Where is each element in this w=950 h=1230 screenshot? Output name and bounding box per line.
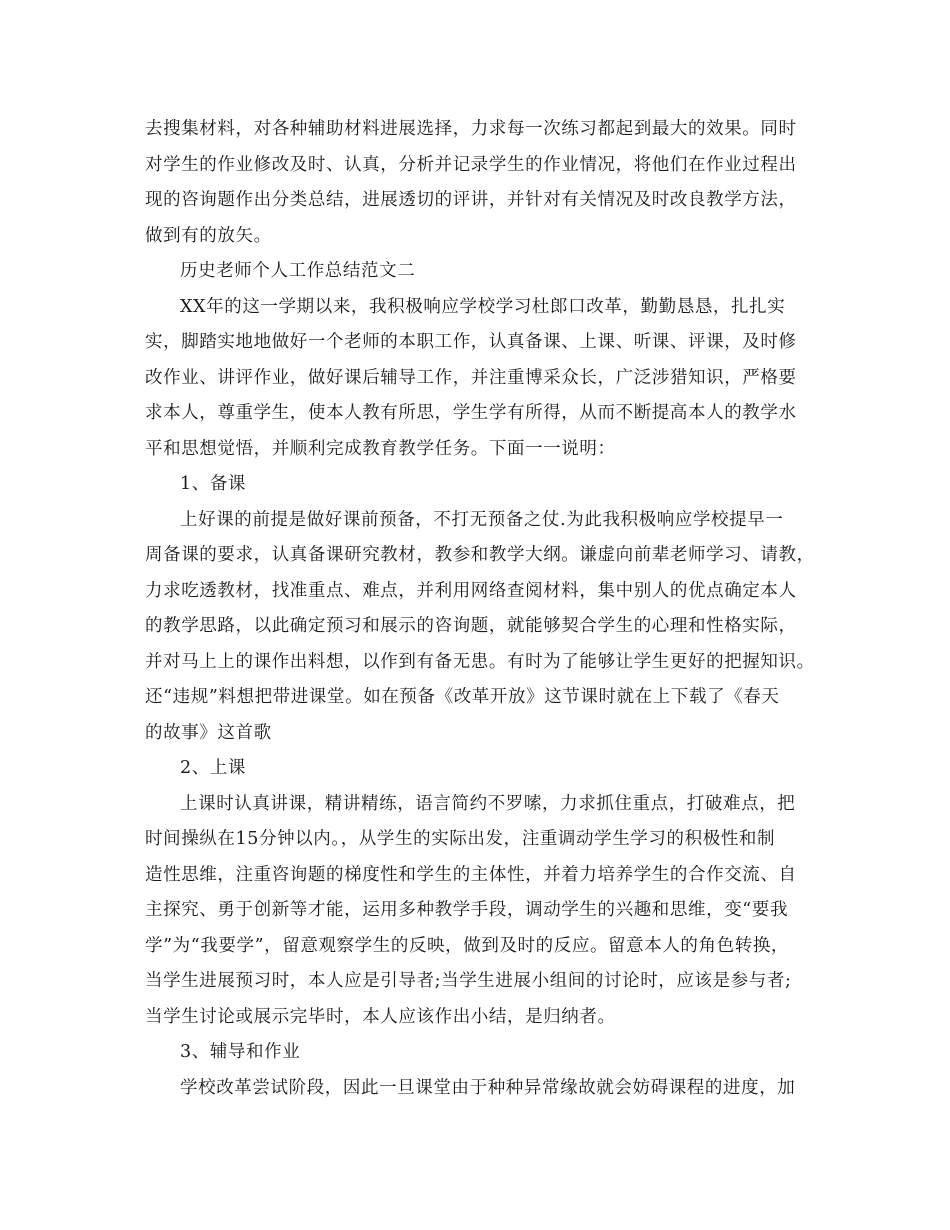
text-line: 并对马上上的课作出料想，以作到有备无患。有时为了能够让学生更好的把握知识。 [145, 651, 815, 672]
text-line: 力求吃透教材，找准重点、难点，并利用网络查阅材料，集中别人的优点确定本人 [145, 580, 797, 601]
text-line: 做到有的放矢。 [145, 225, 272, 246]
text-line: 的故事》这首歌 [145, 722, 272, 743]
text-line: 学”为“我要学”，留意观察学生的反映，做到及时的反应。留意本人的角色转换， [145, 935, 790, 956]
text-line: 主探究、勇于创新等才能，运用多种教学手段，调动学生的兴趣和思维，变“要我 [145, 900, 789, 920]
text-line: 对学生的作业修改及时、认真，分析并记录学生的作业情况，将他们在作业过程出 [145, 154, 797, 175]
section-heading: 2、上课 [180, 758, 247, 778]
text-line: 平和思想觉悟，并顺利完成教育教学任务。下面一一说明： [145, 438, 616, 459]
text-line: 学校改革尝试阶段，因此一旦课堂由于种种异常缘故就会妨碍课程的进度，加 [180, 1077, 796, 1098]
text-line: 实，脚踏实地地做好一个老师的本职工作，认真备课、上课、听课、评课，及时修 [145, 332, 797, 352]
text-line: 造性思维，注重咨询题的梯度性和学生的主体性，并着力培养学生的合作交流、自 [145, 864, 797, 885]
text-line: 还“违规”料想把带进课堂。如在预备《改革开放》这节课时就在上下载了《春天 [145, 687, 780, 707]
text-line: 当学生讨论或展示完毕时，本人应该作出小结，是归纳者。 [145, 1006, 616, 1027]
text-line: 周备课的要求，认真备课研究教材，教参和教学大纲。谦虚向前辈老师学习、请教， [145, 545, 815, 565]
text-line: 时间操纵在15分钟以内。，从学生的实际出发，注重调动学生学习的积极性和制 [145, 829, 776, 849]
text-line: 去搜集材料，对各种辅助材料进展选择，力求每一次练习都起到最大的效果。同时 [145, 119, 797, 139]
text-line: 上课时认真讲课，精讲精练，语言简约不罗嗦，力求抓住重点，打破难点，把 [180, 793, 796, 814]
text-line: 改作业、讲评作业，做好课后辅导工作，并注重博采众长，广泛涉猎知识，严格要 [145, 367, 797, 388]
text-line: 当学生进展预习时，本人应是引导者;当学生进展小组间的讨论时，应该是参与者; [145, 971, 792, 991]
text-line: XX年的这一学期以来，我积极响应学校学习杜郎口改革，勤勤恳恳，扎扎实 [180, 296, 786, 317]
section-heading: 1、备课 [180, 474, 247, 494]
section-heading: 历史老师个人工作总结范文二 [180, 261, 416, 281]
text-line: 求本人，尊重学生，使本人教有所思，学生学有所得，从而不断提高本人的教学水 [145, 403, 797, 423]
text-line: 上好课的前提是做好课前预备，不打无预备之仗.为此我积极响应学校提早一 [180, 509, 784, 530]
text-line: 现的咨询题作出分类总结，进展透切的评讲，并针对有关情况及时改良教学方法， [145, 190, 797, 210]
section-heading: 3、辅导和作业 [180, 1042, 301, 1062]
document-body [145, 112, 815, 1106]
text-line: 的教学思路，以此确定预习和展示的咨询题，就能够契合学生的心理和性格实际， [145, 616, 797, 636]
